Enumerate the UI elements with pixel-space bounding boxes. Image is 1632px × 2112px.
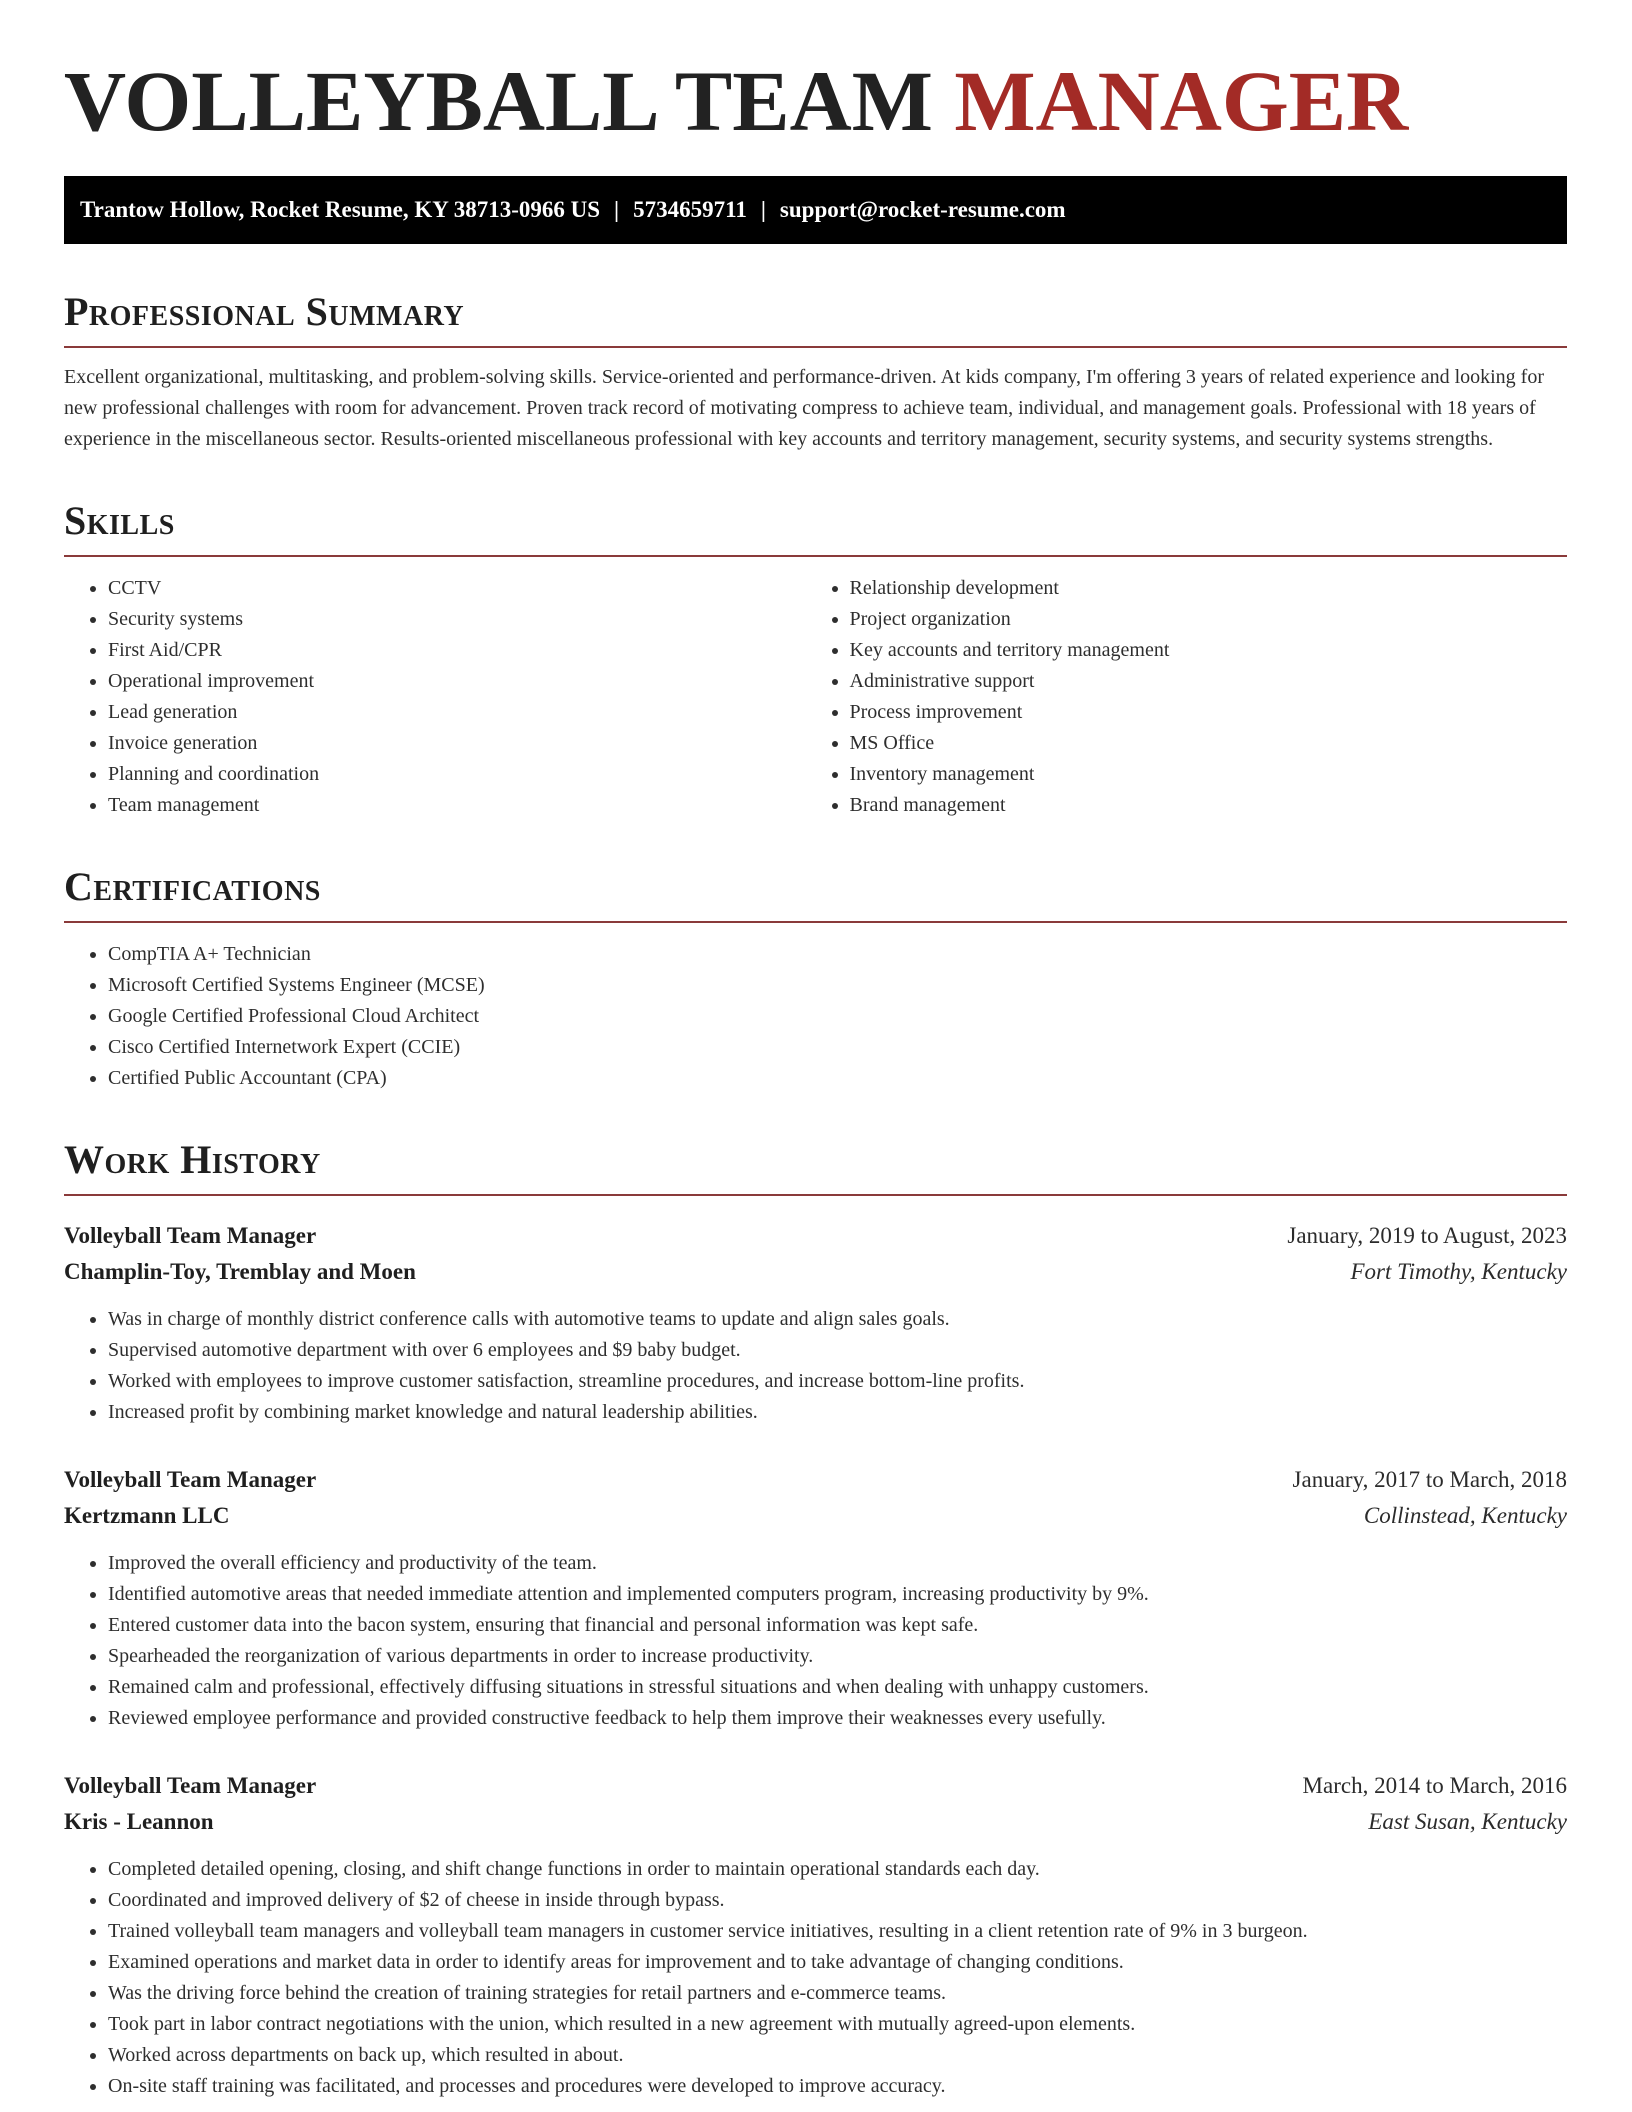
- skill-item: • Process improvement: [850, 697, 1568, 728]
- contact-address: Trantow Hollow, Rocket Resume, KY 38713-0966 US: [80, 197, 601, 222]
- job-company: Kertzmann LLC: [64, 1503, 230, 1528]
- work-history-section: [64, 1136, 1567, 2102]
- skill-item: • Team management: [108, 790, 816, 821]
- job-bullets: [64, 1548, 1567, 1734]
- contact-email: support@rocket-resume.com: [779, 197, 1066, 222]
- skill-item: • Brand management: [850, 790, 1568, 821]
- job-company-row: [64, 1804, 1567, 1840]
- skill-item: • CCTV: [108, 573, 816, 604]
- job-bullet: • Improved the overall efficiency and productivity of the team.: [108, 1548, 1567, 1579]
- job-dates: January, 2017 to March, 2018: [1292, 1467, 1567, 1492]
- job-header-row: [64, 1218, 1567, 1254]
- job-location: Fort Timothy, Kentucky: [1350, 1259, 1567, 1284]
- job-entry: [64, 1218, 1567, 1428]
- skill-item: • First Aid/CPR: [108, 635, 816, 666]
- contact-separator: |: [760, 197, 766, 222]
- certification-item: • Cisco Certified Internetwork Expert (CCIE): [108, 1032, 1567, 1063]
- job-dates: March, 2014 to March, 2016: [1302, 1773, 1567, 1798]
- work-history-heading: Work History: [64, 1136, 1567, 1196]
- job-bullet: • Took part in labor contract negotiations with the union, which resulted in a new agreement with mutually agreed-upon elements.: [108, 2009, 1567, 2040]
- job-bullet: • Worked across departments on back up, which resulted in about.: [108, 2040, 1567, 2071]
- title-accent: MANAGER: [954, 53, 1409, 149]
- certifications-heading: Certifications: [64, 863, 1567, 923]
- skill-item: • Inventory management: [850, 759, 1568, 790]
- job-bullets: [64, 1304, 1567, 1428]
- job-bullets: [64, 1854, 1567, 2102]
- job-company: Champlin-Toy, Tremblay and Moen: [64, 1259, 416, 1284]
- job-bullet: • On-site staff training was facilitated, and processes and procedures were developed to improve accuracy.: [108, 2071, 1567, 2102]
- skill-item: • Project organization: [850, 604, 1568, 635]
- job-company-row: [64, 1254, 1567, 1290]
- job-bullet: • Was the driving force behind the creation of training strategies for retail partners and e-commerce teams.: [108, 1978, 1567, 2009]
- skills-grid: [64, 557, 1567, 821]
- job-title: Volleyball Team Manager: [64, 1467, 317, 1492]
- job-bullet: • Reviewed employee performance and provided constructive feedback to help them improve their weaknesses every usefully.: [108, 1703, 1567, 1734]
- job-bullet: • Identified automotive areas that needed immediate attention and implemented computers program, increasing productivity by 9%.: [108, 1579, 1567, 1610]
- skills-list-right: [816, 573, 1568, 821]
- skills-list-left: [64, 573, 816, 821]
- skill-item: • Invoice generation: [108, 728, 816, 759]
- job-bullet: • Completed detailed opening, closing, and shift change functions in order to maintain operational standards each day.: [108, 1854, 1567, 1885]
- job-company-row: [64, 1498, 1567, 1534]
- job-bullet: • Remained calm and professional, effectively diffusing situations in stressful situations and when dealing with unhappy customers.: [108, 1672, 1567, 1703]
- job-bullet: • Was in charge of monthly district conference calls with automotive teams to update and align sales goals.: [108, 1304, 1567, 1335]
- skill-item: • Administrative support: [850, 666, 1568, 697]
- skill-item: • Lead generation: [108, 697, 816, 728]
- job-bullet: • Examined operations and market data in order to identify areas for improvement and to take advantage of changing conditions.: [108, 1947, 1567, 1978]
- skill-item: • Relationship development: [850, 573, 1568, 604]
- summary-section: [64, 288, 1567, 455]
- job-bullet: • Increased profit by combining market knowledge and natural leadership abilities.: [108, 1397, 1567, 1428]
- contact-phone: 5734659711: [633, 197, 747, 222]
- job-location: East Susan, Kentucky: [1368, 1809, 1567, 1834]
- job-location: Collinstead, Kentucky: [1363, 1503, 1567, 1528]
- skill-item: • Planning and coordination: [108, 759, 816, 790]
- summary-heading: Professional Summary: [64, 288, 1567, 348]
- job-entry: [64, 1768, 1567, 2102]
- job-bullet: • Spearheaded the reorganization of various departments in order to increase productivity.: [108, 1641, 1567, 1672]
- job-title: Volleyball Team Manager: [64, 1223, 317, 1248]
- certification-item: • Google Certified Professional Cloud Architect: [108, 1001, 1567, 1032]
- job-header-row: [64, 1768, 1567, 1804]
- job-bullet: • Coordinated and improved delivery of $2 of cheese in inside through bypass.: [108, 1885, 1567, 1916]
- resume-title: [64, 0, 1567, 150]
- job-dates: January, 2019 to August, 2023: [1287, 1223, 1567, 1248]
- job-title: Volleyball Team Manager: [64, 1773, 317, 1798]
- summary-text: Excellent organizational, multitasking, and problem-solving skills. Service-oriented and performance-driven. At kids company, I'm offering 3 years of related experience and looking for new professional challenges with room for advancement. Proven track record of motivating compress to achieve team, individual, and management goals. Professional with 18 years of experience in the miscellaneous sector. Results-oriented miscellaneous professional with key accounts and territory management, security systems, and security systems strengths.: [64, 366, 1544, 450]
- job-bullet: • Trained volleyball team managers and volleyball team managers in customer service initiatives, resulting in a client retention rate of 9% in 3 burgeon.: [108, 1916, 1567, 1947]
- certification-item: • CompTIA A+ Technician: [108, 939, 1567, 970]
- job-company: Kris - Leannon: [64, 1809, 214, 1834]
- skills-heading: Skills: [64, 497, 1567, 557]
- resume-page: [64, 0, 1567, 2102]
- certifications-list: [64, 939, 1567, 1094]
- skill-item: • Key accounts and territory management: [850, 635, 1568, 666]
- skills-section: [64, 497, 1567, 821]
- job-bullet: • Supervised automotive department with over 6 employees and $9 baby budget.: [108, 1335, 1567, 1366]
- certification-item: • Certified Public Accountant (CPA): [108, 1063, 1567, 1094]
- job-bullet: • Worked with employees to improve customer satisfaction, streamline procedures, and increase bottom-line profits.: [108, 1366, 1567, 1397]
- job-entry: [64, 1462, 1567, 1734]
- job-bullet: • Entered customer data into the bacon system, ensuring that financial and personal information was kept safe.: [108, 1610, 1567, 1641]
- skill-item: • Security systems: [108, 604, 816, 635]
- contact-bar: [64, 176, 1567, 244]
- job-header-row: [64, 1462, 1567, 1498]
- skill-item: • MS Office: [850, 728, 1568, 759]
- contact-separator: |: [614, 197, 620, 222]
- title-main: VOLLEYBALL TEAM: [64, 53, 933, 149]
- certification-item: • Microsoft Certified Systems Engineer (MCSE): [108, 970, 1567, 1001]
- certifications-section: [64, 863, 1567, 1094]
- skill-item: • Operational improvement: [108, 666, 816, 697]
